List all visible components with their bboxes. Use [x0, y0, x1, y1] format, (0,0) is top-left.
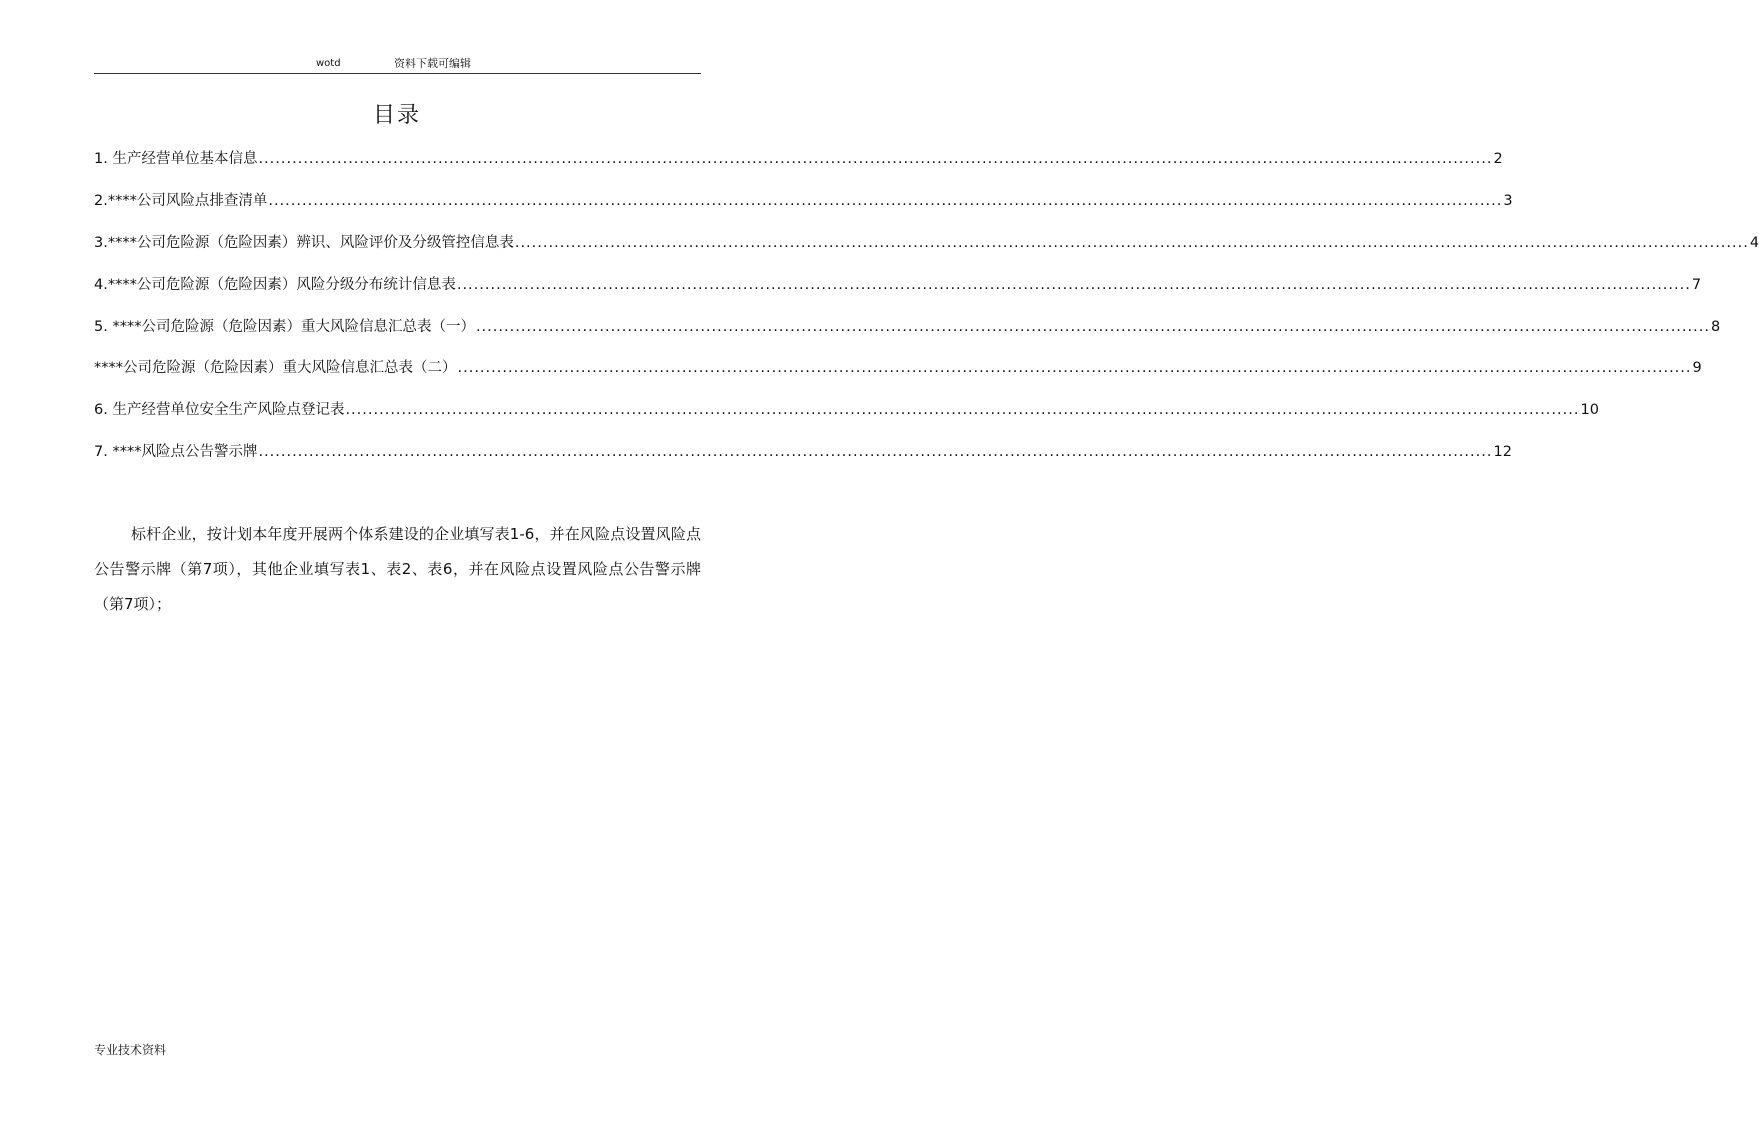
toc-entry[interactable] [94, 399, 1599, 441]
toc-entry-text: 4.****公司危险源（危险因素）风险分级分布统计信息表 [94, 276, 456, 293]
toc-page-number: 10 [1580, 402, 1599, 419]
page-header [94, 57, 701, 74]
toc-page-number: 4 [1749, 234, 1759, 251]
toc-entry[interactable] [94, 441, 1512, 483]
toc-entry-text: 1. 生产经营单位基本信息 [94, 151, 258, 167]
toc-entry-text: 2.****公司风险点排查清单 [94, 192, 268, 209]
header-right-text: 资料下载可编辑 [394, 57, 471, 70]
document-title: 目录 [372, 103, 421, 128]
toc-leader-dots: ............................................................................................................................................................................................................................ [457, 360, 1692, 377]
toc-leader-dots: ............................................................................................................................................................................................................................ [514, 234, 1749, 251]
toc-entry-text: ****公司危险源（危险因素）重大风险信息汇总表（二） [94, 360, 457, 377]
toc-leader-dots: ............................................................................................................................................................................................................................ [258, 444, 1493, 461]
toc-page-number: 7 [1691, 276, 1702, 293]
toc-leader-dots: ............................................................................................................................................................................................................................ [475, 318, 1710, 335]
toc-entry[interactable] [94, 357, 1702, 399]
toc-leader-dots: ............................................................................................................................................................................................................................ [456, 276, 1691, 293]
toc-page-number: 2 [1493, 151, 1503, 167]
header-left-text: wotd [316, 58, 341, 69]
toc-entry[interactable] [94, 190, 1513, 232]
toc-entry[interactable] [94, 274, 1702, 316]
table-of-contents [94, 148, 1759, 483]
toc-page-number: 8 [1710, 318, 1721, 335]
toc-entry[interactable] [94, 148, 1503, 190]
toc-entry[interactable] [94, 316, 1721, 358]
toc-leader-dots: ............................................................................................................................................................................................................................ [268, 192, 1503, 209]
toc-page-number: 3 [1503, 192, 1513, 209]
toc-leader-dots: ............................................................................................................................................................................................................................ [258, 151, 1493, 167]
toc-entry[interactable] [94, 232, 1759, 274]
toc-page-number: 9 [1692, 360, 1702, 377]
toc-entry-text: 7. ****风险点公告警示牌 [94, 444, 258, 461]
toc-entry-text: 6. 生产经营单位安全生产风险点登记表 [94, 402, 345, 419]
toc-entry-text: 3.****公司危险源（危险因素）辨识、风险评价及分级管控信息表 [94, 234, 514, 251]
page-footer: 专业技术资料 [94, 1043, 167, 1057]
toc-entry-text: 5. ****公司危险源（危险因素）重大风险信息汇总表（一） [94, 318, 475, 335]
toc-leader-dots: ............................................................................................................................................................................................................................ [345, 402, 1580, 419]
instruction-paragraph: 标杆企业，按计划本年度开展两个体系建设的企业填写表1-6，并在风险点设置风险点公告警示牌（第7项），其他企业填写表1、表2、表6，并在风险点设置风险点公告警示牌（第7项）； [94, 525, 701, 613]
toc-page-number: 12 [1493, 444, 1512, 461]
